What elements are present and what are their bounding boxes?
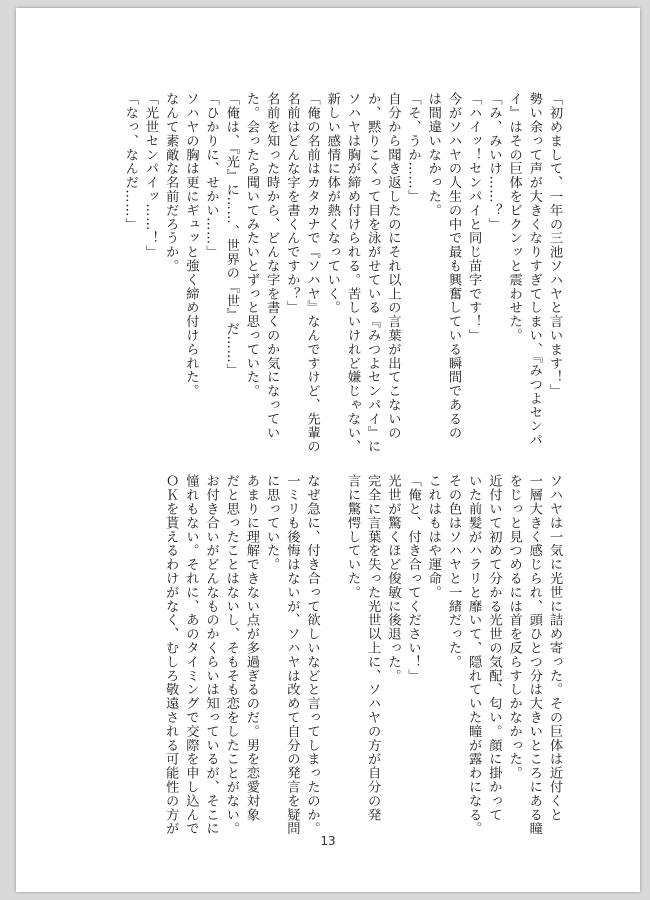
text-line: か、黙りこくって目を泳がせている『みつよセンパイ』に xyxy=(365,92,381,454)
text-line: に思っていた。 xyxy=(264,474,280,572)
text-line: は間違いなかった。 xyxy=(425,92,441,218)
text-line: 憧れもない。それに、あのタイミングで交際を申し込んで xyxy=(183,474,199,836)
text-line: いた前髪がハラリと靡いて、隠れていた瞳が露わになる。 xyxy=(466,474,482,836)
text-line: 自分から聞き返したのにそれ以上の言葉が出てこないの xyxy=(385,92,401,440)
text-line: 言に驚愕していた。 xyxy=(344,474,360,600)
text-line: 勢い余って声が大きくなりすぎてしまい、『みつよセンパ xyxy=(526,92,542,447)
text-line: 「光世センパイッ……！」 xyxy=(142,92,158,259)
text-line: 新しい感情に体が熱くなっていく。 xyxy=(324,92,340,315)
bottom-text-block xyxy=(104,474,564,836)
text-line: だと思ったことはないし、そもそも恋をしたことがない。 xyxy=(223,474,239,836)
text-line: 光世が驚くほど俊敏に後退った。 xyxy=(385,474,401,683)
text-line: 「ハイッ！センパイと同じ苗字です！」 xyxy=(466,92,482,343)
text-line: ソハヤは胸が締め付けられる。苦しいけれど嫌じゃない、 xyxy=(344,92,360,454)
text-line: ＯＫを貰えるわけがなく、むしろ敬遠される可能性の方が xyxy=(163,474,179,836)
text-line: なんて素敵な名前だろうか。 xyxy=(163,92,179,273)
text-line: 「俺と、付き合ってください！」 xyxy=(405,474,421,683)
text-line: 「そ、うか……」 xyxy=(405,92,421,204)
book-page xyxy=(16,8,640,892)
text-line: その色はソハヤと一緒だった。 xyxy=(445,474,461,669)
text-line: 名前はどんな字を書くんですか？」 xyxy=(284,92,300,315)
text-line: 近付いて初めて分かる光世の気配、匂い。顔に掛かって xyxy=(486,474,502,822)
text-line: お付き合いがどんなものかくらいは知っているが、そこに xyxy=(203,474,219,836)
top-text-block xyxy=(104,92,564,454)
text-line: た。会ったら聞いてみたいとずっと思っていた。 xyxy=(243,92,259,398)
text-line: 一ミリも後悔はないが、ソハヤは改めて自分の発言を疑問 xyxy=(284,474,300,836)
text-line: 「み、みいけ……？」 xyxy=(486,92,502,231)
text-line: 「初めまして、一年の三池ソハヤと言います！」 xyxy=(547,92,562,398)
text-line: ソハヤの胸は更にギュッと強く締め付けられた。 xyxy=(183,92,199,398)
text-line: 名前を知った時から、どんな字を書くのか気になってい xyxy=(264,92,280,440)
text-line: なぜ急に、付き合って欲しいなどと言ってしまったのか。 xyxy=(304,474,320,836)
text-line: 「ひかりに、せかい……」 xyxy=(203,92,219,259)
text-line: 完全に言葉を失った光世以上に、ソハヤの方が自分の発 xyxy=(365,474,381,822)
text-line xyxy=(322,474,342,812)
text-line: あまりに理解できない点が多過ぎるのだ。男を恋愛対象 xyxy=(243,474,259,822)
text-line: これはもはや運命。 xyxy=(425,474,441,600)
text-line: 「なっ、なんだ……」 xyxy=(122,92,138,231)
text-line: 「俺は、『光』に……、世界の『世』だ……」 xyxy=(223,92,239,378)
text-line: イ』はその巨体をビクンッと震わせた。 xyxy=(506,92,522,343)
text-line: 今がソハヤの人生の中で最も興奮している瞬間であるの xyxy=(445,92,461,440)
text-line: 「俺の名前はカタカナで『ソハヤ』なんですけど、先輩の xyxy=(304,92,320,454)
page-number: 13 xyxy=(320,834,336,848)
text-line: ソハヤは一気に光世に詰め寄った。その巨体は近付くと xyxy=(547,474,562,822)
text-line: をじっと見つめるには首を反らすしかなかった。 xyxy=(506,474,522,780)
text-line: 一層大きく感じられ、頭ひとつ分は大きいところにある瞳 xyxy=(526,474,542,836)
